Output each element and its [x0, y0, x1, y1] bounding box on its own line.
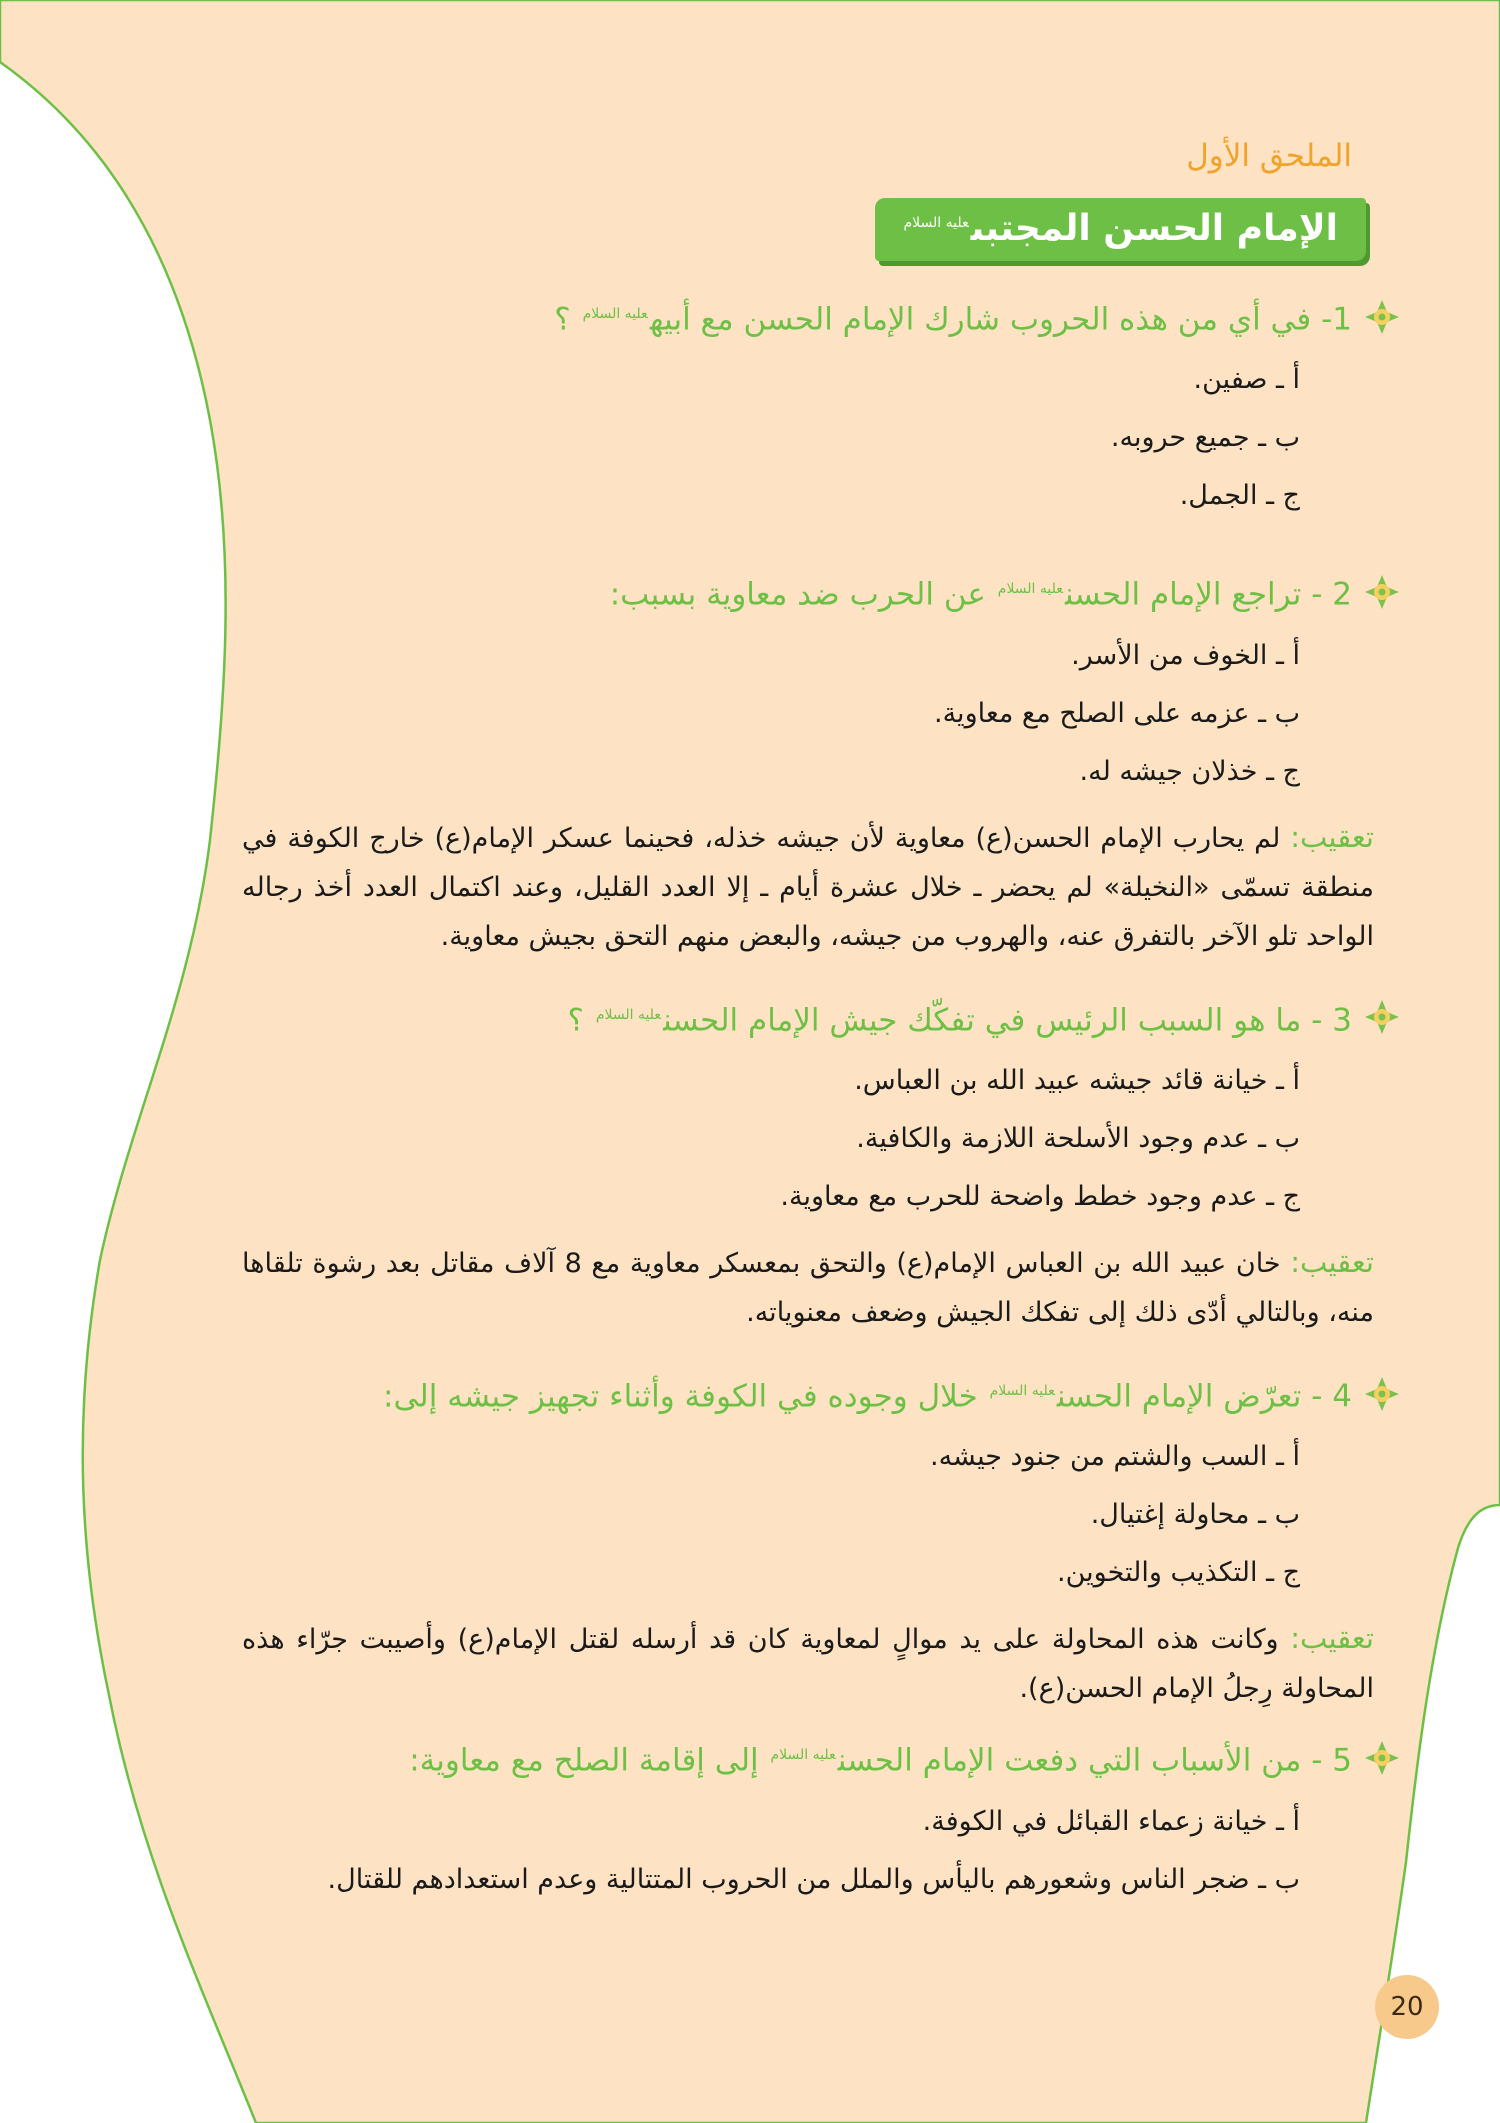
- question-3: [242, 991, 1374, 1337]
- question-2-text: [250, 565, 1400, 618]
- option-a[interactable]: أ ـ السب والشتم من جنود جيشه.: [929, 1441, 1300, 1473]
- option-a[interactable]: أ ـ خيانة زعماء القبائل في الكوفة.: [922, 1805, 1300, 1837]
- option-b[interactable]: ب ـ عدم وجود الأسلحة اللازمة والكافية.: [856, 1122, 1300, 1154]
- question-2-suffix: عن الحرب ضد معاوية بسبب:: [609, 576, 986, 613]
- comment-label: تعقيب:: [1290, 819, 1374, 854]
- comment-text: خان عبيد الله بن العباس الإمام(ع) والتحق بمعسكر معاوية مع 8 آلاف مقاتل بعد رشوة تلقاها منه، وبالتالي أدّى ذلك إلى تفكك الجيش وضعف معنوياته.: [242, 1247, 1374, 1328]
- comment-text: لم يحارب الإمام الحسن(ع) معاوية لأن جيشه خذله، فحينما عسكر الإمام(ع) خارج الكوفة في منطقة تسمّى «النخيلة» لم يحضر ـ خلال عشرة أيام ـ إلا العدد القليل، وعند اكتمال العدد أخذ رجاله الواحد تلو الآخر بالتفرق عنه، والهروب من جيشه، والبعض منهم التحق بجيش معاوية.: [242, 822, 1374, 952]
- option-c[interactable]: ج ـ عدم وجود خطط واضحة للحرب مع معاوية.: [780, 1180, 1300, 1212]
- question-1: [250, 290, 1352, 525]
- question-3-text: [250, 991, 1400, 1044]
- option-c[interactable]: ج ـ الجمل.: [1179, 480, 1300, 512]
- ornament-icon: [1364, 1740, 1400, 1776]
- question-5-main: 5 - من الأسباب التي دفعت الإمام الحسن: [837, 1742, 1352, 1779]
- option-b[interactable]: ب ـ عزمه على الصلح مع معاوية.: [934, 697, 1300, 729]
- question-4: [242, 1367, 1374, 1713]
- option-b[interactable]: ب ـ ضجر الناس وشعورهم باليأس والملل من الحروب المتتالية وعدم استعدادهم للقتال.: [327, 1863, 1300, 1895]
- comment-paragraph: [242, 1238, 1374, 1337]
- comment-label: تعقيب:: [1290, 1621, 1374, 1656]
- comment-paragraph: [242, 1614, 1374, 1713]
- questions-list: [242, 290, 1374, 1905]
- ornament-icon: [1364, 299, 1400, 335]
- question-3-suffix: ؟: [567, 1001, 584, 1038]
- options-list: [250, 351, 1352, 525]
- honorific-mark: عليه السلام: [582, 306, 648, 322]
- option-a[interactable]: أ ـ الخوف من الأسر.: [1071, 639, 1300, 671]
- question-1-text: [250, 290, 1400, 343]
- option-c[interactable]: ج ـ خذلان جيشه له.: [1079, 755, 1300, 787]
- question-5: [250, 1731, 1352, 1904]
- ornament-icon: [1364, 999, 1400, 1035]
- question-4-main: 4 - تعرّض الإمام الحسن: [1056, 1378, 1352, 1415]
- question-5-suffix: إلى إقامة الصلح مع معاوية:: [409, 1742, 759, 1779]
- comment-text: وكانت هذه المحاولة على يد موالٍ لمعاوية كان قد أرسله لقتل الإمام(ع) وأصيبت جرّاء هذه المحاولة رِجلُ الإمام الحسن(ع).: [242, 1624, 1374, 1705]
- honorific-mark: عليه السلام: [989, 1382, 1055, 1399]
- page-number: 20: [1375, 1975, 1439, 2039]
- option-a[interactable]: أ ـ خيانة قائد جيشه عبيد الله بن العباس.: [854, 1064, 1300, 1096]
- appendix-label: الملحق الأول: [1186, 138, 1352, 174]
- honorific-mark: عليه السلام: [595, 1006, 662, 1023]
- question-1-suffix: ؟: [554, 301, 571, 338]
- question-2-main: 2 - تراجع الإمام الحسن: [1065, 576, 1352, 613]
- page-title: [875, 198, 1366, 261]
- question-4-text: [250, 1367, 1400, 1420]
- honorific-mark: عليه السلام: [770, 1747, 836, 1764]
- comment-paragraph: [242, 813, 1374, 961]
- options-list: [250, 1428, 1352, 1602]
- ornament-icon: [1364, 574, 1400, 610]
- honorific-mark: عليه السلام: [997, 581, 1064, 598]
- comment-label: تعقيب:: [1290, 1244, 1374, 1279]
- question-5-text: [250, 1731, 1400, 1784]
- question-1-main: 1- في أي من هذه الحروب شارك الإمام الحسن مع أبيه: [649, 301, 1352, 338]
- question-3-main: 3 - ما هو السبب الرئيس في تفكّك جيش الإمام الحسن: [663, 1001, 1352, 1038]
- question-4-suffix: خلال وجوده في الكوفة وأثناء تجهيز جيشه إلى:: [383, 1378, 978, 1415]
- page-title-text: الإمام الحسن المجتبى: [970, 208, 1338, 249]
- question-2: [242, 565, 1374, 960]
- options-list: [250, 1793, 1352, 1905]
- honorific-mark: عليه السلام: [903, 215, 969, 231]
- ornament-icon: [1364, 1376, 1400, 1412]
- options-list: [250, 1052, 1352, 1226]
- options-list: [250, 627, 1352, 801]
- option-c[interactable]: ج ـ التكذيب والتخوين.: [1056, 1557, 1300, 1589]
- option-b[interactable]: ب ـ محاولة إغتيال.: [1090, 1499, 1300, 1531]
- option-b[interactable]: ب ـ جميع حروبه.: [1110, 422, 1300, 454]
- option-a[interactable]: أ ـ صفين.: [1193, 364, 1300, 396]
